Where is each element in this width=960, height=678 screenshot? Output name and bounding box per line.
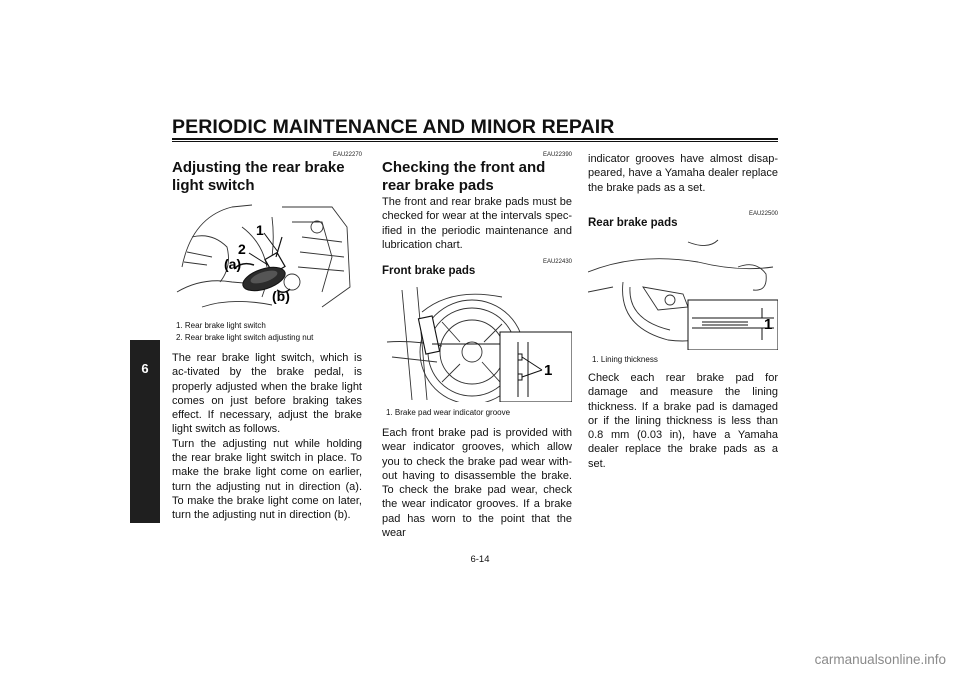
callout-1: 1 [256, 222, 264, 238]
section-title: Checking the front and rear brake pads [382, 159, 546, 194]
page-number: 6-14 [470, 554, 490, 565]
chapter-tab [130, 340, 160, 523]
page-header-title: PERIODIC MAINTENANCE AND MINOR REPAIR [172, 116, 615, 138]
chapter-number: 6 [141, 361, 149, 376]
callout-1: 1 [764, 316, 773, 333]
subsection-title: Front brake pads [382, 265, 476, 278]
subsection-code: EAU22430 [542, 259, 572, 266]
column-3-body [588, 371, 778, 471]
callout-b: (b) [272, 288, 290, 304]
figure-caption [592, 354, 782, 366]
figure-caption [386, 407, 576, 419]
brake-light-switch-illustration [172, 197, 362, 315]
header-rule-thin [172, 141, 778, 142]
callout-2: 2 [238, 241, 246, 257]
section-code: EAU22390 [542, 152, 572, 158]
paragraph: indicator grooves have almost disap-peared, have a Yamaha dealer replace the brake pads as a set. [588, 153, 778, 194]
callout-1: 1 [544, 362, 553, 379]
column-brake-pads [382, 152, 572, 277]
caption-1: 1. Lining thickness [592, 355, 658, 364]
callout-a: (a) [224, 256, 242, 272]
figure-captions [176, 320, 366, 344]
figure-front-brake-pads [382, 282, 572, 402]
caption-1: 1. Rear brake light switch [176, 321, 266, 330]
header-rule [172, 138, 778, 140]
caption-1: 1. Brake pad wear indicator groove [386, 408, 511, 417]
front-brake-pad-illustration [382, 282, 572, 402]
paragraph: Each front brake pad is provided with wear indicator grooves, which allow you to check the brake pad wear with-out having to disassemble the brake. To check the brake pad wear, check the wear indicator grooves. If a brake pad has worn to the point that the wear [382, 427, 572, 540]
figure-brake-light-switch [172, 197, 362, 315]
paragraph: Check each rear brake pad for damage and measure the lining thickness. If a brake pad is damaged or if the lining thickness is less than 0.8 mm (0.03 in), have a Yamaha dealer replace the brake pads as a set. [588, 372, 778, 470]
paragraph: Turn the adjusting nut while holding the rear brake light switch in place. To make the brake light come on earlier, turn the adjusting nut in direction (a). To make the brake light come on later, turn the adjusting nut in direction (b). [172, 437, 362, 522]
column-rear-brake-light-switch [172, 152, 362, 195]
figure-rear-brake-pads [588, 232, 778, 350]
column-2-body [382, 426, 572, 540]
column-1-body [172, 351, 362, 523]
section-code: EAU22270 [332, 152, 362, 158]
rear-brake-pad-illustration [588, 232, 778, 350]
column-rear-brake-pads [588, 152, 778, 229]
subsection-code: EAU22500 [748, 210, 778, 217]
section-title: Adjusting the rear brake light switch [172, 159, 345, 194]
caption-2: 2. Rear brake light switch adjusting nut [176, 333, 314, 342]
paragraph: The front and rear brake pads must be checked for wear at the intervals spec-ified in the periodic maintenance and lubrication chart. [382, 196, 572, 251]
paragraph: The rear brake light switch, which is ac-tivated by the brake pedal, is properly adjusted when the brake light comes on just before braking takes effect. If necessary, adjust the brake light switch as follows. [172, 352, 362, 436]
watermark: carmanualsonline.info [814, 652, 946, 667]
subsection-title: Rear brake pads [588, 216, 678, 229]
